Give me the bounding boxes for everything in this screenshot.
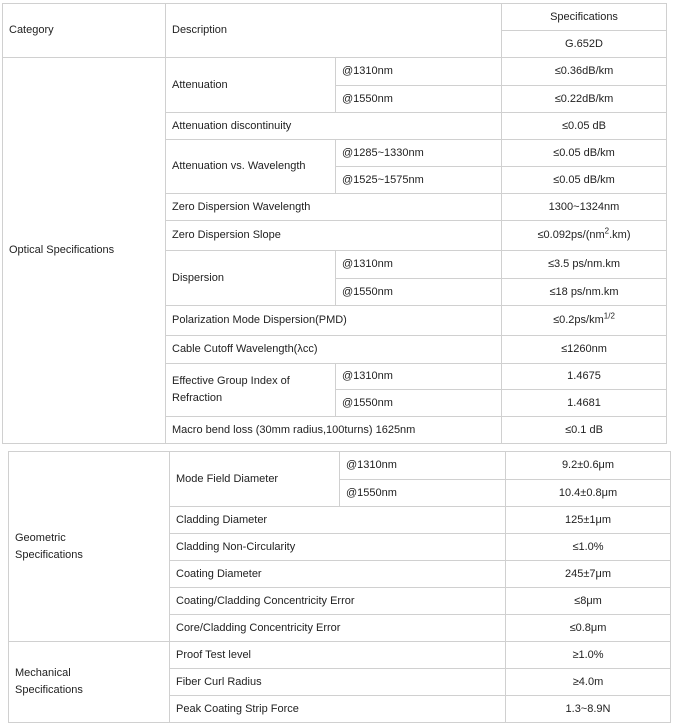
description-cell: Coating Diameter	[170, 561, 506, 588]
value-cell	[502, 306, 667, 336]
attenuation-label: Attenuation	[166, 58, 336, 113]
category-geometric	[9, 452, 170, 642]
description-cell: Core/Cladding Concentricity Error	[170, 615, 506, 642]
superscript: 1/2	[603, 311, 615, 321]
value-cell: ≤0.05 dB	[502, 113, 667, 140]
description-cell	[166, 364, 336, 417]
value-cell: ≤0.1 dB	[502, 417, 667, 444]
value-cell: 1.3~8.9N	[506, 696, 671, 723]
value-text: .km)	[609, 229, 631, 241]
description-cell: Attenuation vs. Wavelength	[166, 140, 336, 194]
description-header: Description	[166, 4, 502, 58]
value-cell: ≤1.0%	[506, 534, 671, 561]
value-cell: ≥1.0%	[506, 642, 671, 669]
wavelength-cell: @1285~1330nm	[336, 140, 502, 167]
value-text: ≤0.092ps/(nm	[537, 229, 605, 241]
value-cell: ≤0.22dB/km	[502, 86, 667, 113]
label-line: Refraction	[172, 392, 223, 404]
description-cell: Cladding Diameter	[170, 507, 506, 534]
geometric-mechanical-table	[8, 451, 671, 723]
description-cell: Zero Dispersion Wavelength	[166, 194, 502, 221]
category-mechanical	[9, 642, 170, 723]
category-line: Mechanical	[15, 667, 71, 679]
wavelength-cell: @1550nm	[336, 390, 502, 417]
header-row	[3, 4, 667, 31]
value-cell: ≥4.0m	[506, 669, 671, 696]
table-row	[3, 58, 667, 86]
category-optical: Optical Specifications	[3, 58, 166, 444]
standard-header: G.652D	[502, 31, 667, 58]
value-cell: ≤3.5 ps/nm.km	[502, 251, 667, 279]
description-cell: Polarization Mode Dispersion(PMD)	[166, 306, 502, 336]
wavelength-cell: @1310nm	[340, 452, 506, 480]
value-cell: 10.4±0.8μm	[506, 480, 671, 507]
wavelength-cell: @1310nm	[336, 58, 502, 86]
value-cell: ≤0.36dB/km	[502, 58, 667, 86]
optical-spec-table	[2, 3, 667, 444]
value-cell: ≤1260nm	[502, 336, 667, 364]
superscript: 2	[604, 226, 610, 236]
value-cell: ≤8μm	[506, 588, 671, 615]
description-cell: Zero Dispersion Slope	[166, 221, 502, 251]
value-cell	[502, 221, 667, 251]
value-cell: ≤0.05 dB/km	[502, 167, 667, 194]
category-header: Category	[3, 4, 166, 58]
wavelength-cell: @1310nm	[336, 251, 502, 279]
value-cell: 1300~1324nm	[502, 194, 667, 221]
wavelength-cell: @1550nm	[336, 86, 502, 113]
wavelength-cell: @1525~1575nm	[336, 167, 502, 194]
table-row	[9, 452, 671, 480]
value-cell: ≤18 ps/nm.km	[502, 279, 667, 306]
description-cell: Peak Coating Strip Force	[170, 696, 506, 723]
wavelength-cell: @1550nm	[340, 480, 506, 507]
value-cell: ≤0.8μm	[506, 615, 671, 642]
specifications-header: Specifications	[502, 4, 667, 31]
category-line: Specifications	[15, 548, 83, 561]
description-cell: Coating/Cladding Concentricity Error	[170, 588, 506, 615]
description-cell: Mode Field Diameter	[170, 452, 340, 507]
description-cell: Cladding Non-Circularity	[170, 534, 506, 561]
description-cell: Macro bend loss (30mm radius,100turns) 1625nm	[166, 417, 502, 444]
value-cell: 1.4681	[502, 390, 667, 417]
category-line: Geometric	[15, 531, 66, 544]
value-cell: 245±7μm	[506, 561, 671, 588]
wavelength-cell: @1310nm	[336, 364, 502, 390]
category-line: Specifications	[15, 684, 83, 696]
description-cell: Cable Cutoff Wavelength(λcc)	[166, 336, 502, 364]
value-cell: 1.4675	[502, 364, 667, 390]
wavelength-cell: @1550nm	[336, 279, 502, 306]
value-text: ≤0.2ps/km	[553, 314, 604, 326]
value-cell: 125±1μm	[506, 507, 671, 534]
description-cell: Dispersion	[166, 251, 336, 306]
description-cell: Attenuation discontinuity	[166, 113, 502, 140]
value-cell: 9.2±0.6μm	[506, 452, 671, 480]
label-line: Effective Group Index of	[172, 375, 290, 387]
table-row	[9, 642, 671, 669]
value-cell: ≤0.05 dB/km	[502, 140, 667, 167]
description-cell: Fiber Curl Radius	[170, 669, 506, 696]
description-cell: Proof Test level	[170, 642, 506, 669]
